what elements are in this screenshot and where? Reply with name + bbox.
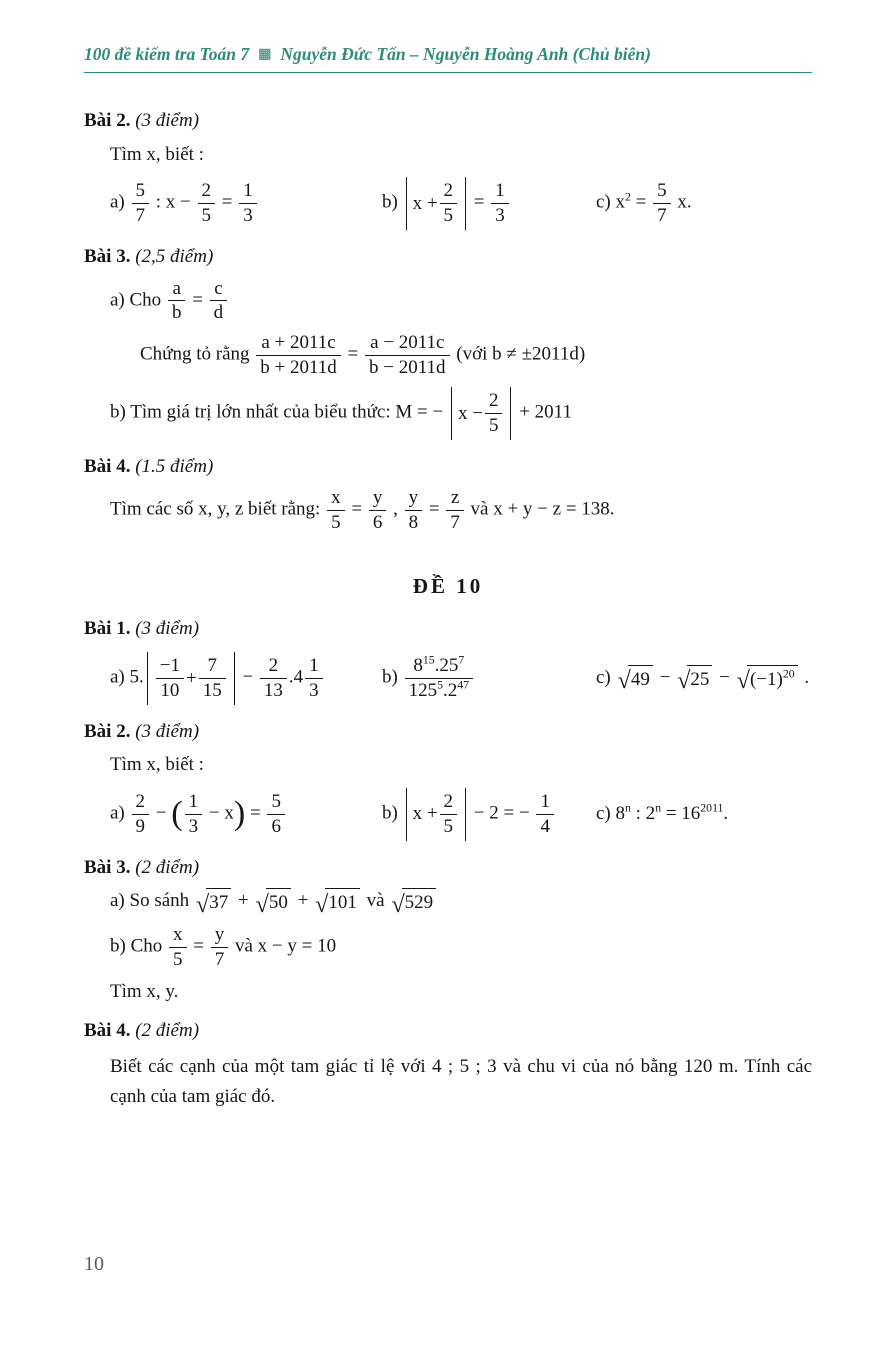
problem-number: Bài 2. <box>84 720 131 742</box>
fraction <box>536 791 554 838</box>
fraction <box>446 487 464 534</box>
fraction-denominator: 7 <box>214 948 225 970</box>
fraction <box>156 655 184 702</box>
fraction-numerator: 7 <box>199 655 226 679</box>
fraction-denominator: 6 <box>372 512 383 534</box>
problem-title <box>84 719 812 745</box>
fraction-denominator: 6 <box>271 815 281 837</box>
fraction-numerator: 2 <box>440 180 458 204</box>
fraction-denominator: b − 2011d <box>369 357 446 379</box>
problem-points: (2 điểm) <box>135 856 200 878</box>
problem-number: Bài 3. <box>84 245 131 267</box>
row-part: a) $\frac{5}{7}$ : x − $\frac{2}{5}$ = $\frac{1}{3}$ <box>110 180 382 227</box>
radical-icon: √ <box>617 667 631 695</box>
fraction-denominator: 13 <box>263 679 283 701</box>
paragraph: Biết các cạnh của một tam giác tỉ lệ với 4 ; 5 ; 3 và chu vi của nó bằng 120 m. Tính các cạnh của tam giác đó. <box>110 1055 812 1108</box>
fraction <box>405 487 423 534</box>
fraction-numerator: 1 <box>239 180 257 204</box>
row-part: c) 8$^n$ : $2^n = 16^{2011}$. <box>596 802 729 825</box>
fraction-numerator: 1 <box>305 655 323 679</box>
content-line: Tìm x, biết : <box>110 143 204 165</box>
absolute-value: x + $\frac{2}{5}$ <box>406 788 466 841</box>
fraction <box>185 791 203 838</box>
fraction-denominator: 3 <box>309 679 319 701</box>
fraction <box>405 655 473 702</box>
problem-points: (3 điểm) <box>135 618 200 640</box>
superscript: 47 <box>457 678 469 692</box>
fraction <box>267 791 285 838</box>
fraction-numerator: a − 2011c <box>365 332 450 356</box>
superscript: 5 <box>437 678 443 692</box>
fraction-denominator: 3 <box>495 205 505 227</box>
open-paren-icon: ( <box>171 795 183 833</box>
fraction-numerator: 1 <box>491 180 509 204</box>
problem-title <box>84 1018 812 1044</box>
fraction-denominator: 4 <box>540 815 550 837</box>
radical-icon: √ <box>255 890 269 918</box>
fraction-numerator: c <box>210 278 228 302</box>
square-root <box>391 888 436 916</box>
fraction <box>132 791 150 838</box>
fraction-denominator: 7 <box>135 205 146 227</box>
radicand: 37 <box>206 888 231 916</box>
fraction <box>210 278 228 325</box>
square-root <box>737 665 798 693</box>
fraction-numerator: a <box>168 278 186 302</box>
problem-points: (3 điểm) <box>135 110 200 131</box>
problem-title <box>84 108 812 134</box>
fraction <box>256 332 341 379</box>
fraction <box>440 180 458 227</box>
fraction-denominator: 5 <box>488 414 499 436</box>
radicand: 101 <box>325 888 360 916</box>
problem-number: Bài 2. <box>84 110 131 131</box>
fraction <box>260 655 287 702</box>
math-row <box>110 788 812 841</box>
content-line: b) Tìm giá trị lớn nhất của biểu thức: M = − x − $\frac{2}{5}$ + 2011 <box>110 387 812 440</box>
fraction <box>369 487 387 534</box>
fraction-numerator: y <box>211 924 229 948</box>
problem-points: (1.5 điểm) <box>135 455 214 477</box>
superscript: 15 <box>422 653 435 667</box>
fraction-denominator: 5 <box>173 948 183 970</box>
fraction-numerator: 1 <box>536 791 554 815</box>
absolute-value: x − $\frac{2}{5}$ <box>451 387 511 440</box>
fraction-denominator: 5 <box>443 815 454 837</box>
square-root <box>196 888 231 916</box>
fraction <box>211 924 229 971</box>
fraction-numerator: 2 <box>198 180 216 204</box>
fraction-numerator: a + 2011c <box>256 332 341 356</box>
row-part: b) $\frac{8^{15}.25^7}{125^5.2^{47}}$ <box>382 655 596 702</box>
radical-icon: √ <box>677 667 691 695</box>
content-line: a) So sánh √ 37 + √ 50 + √ 101 và √ 529 <box>110 888 812 916</box>
fraction-denominator: 3 <box>243 205 253 227</box>
fraction-numerator: 5 <box>132 180 150 204</box>
problem-title <box>84 244 812 270</box>
section-heading: ĐỀ 10 <box>412 574 484 598</box>
radicand: 25 <box>687 665 712 693</box>
page-number: 10 <box>84 1253 104 1275</box>
fraction-denominator: 7 <box>450 512 460 534</box>
row-part: b) x + $\frac{2}{5}$ = $\frac{1}{3}$ <box>382 177 596 230</box>
fraction <box>485 390 503 437</box>
math-row <box>110 177 812 230</box>
row-part: c) $x^2$ = $\frac{5}{7}$ x. <box>596 180 692 227</box>
problem-title <box>84 855 812 881</box>
content-line: Tìm x, y. <box>110 980 179 1002</box>
fraction-numerator: 5 <box>653 180 671 204</box>
fraction <box>198 180 216 227</box>
radical-icon: √ <box>195 890 210 918</box>
book-title: 100 đề kiểm tra Toán 7 <box>84 44 250 64</box>
page-header <box>84 44 812 73</box>
fraction-denominator: d <box>213 302 224 324</box>
parenthesis-group <box>171 791 245 838</box>
row-part: a) $\frac{2}{9}$ − ( $\frac{1}{3}$ − x ) = $\frac{5}{6}$ <box>110 791 382 838</box>
fraction-denominator: b <box>171 302 182 324</box>
superscript: 2011 <box>700 802 724 816</box>
content-line: Chứng tỏ rằng $\frac{a + 2011c}{b + 2011d}$ = $\frac{a - 2011c}{b - 2011d}$ (với b ≠ ±2011d) <box>140 332 586 379</box>
row-part: c) √ 49 − √ 25 − √ $(-1)^{20}$ . <box>596 665 812 693</box>
fraction <box>169 924 187 971</box>
radicand: $(-1)^{20}$ <box>747 665 798 693</box>
fraction-denominator: 5 <box>331 512 341 534</box>
radical-icon: √ <box>315 890 329 918</box>
problem-number: Bài 4. <box>84 455 131 477</box>
fraction <box>653 180 671 227</box>
fraction-denominator: 15 <box>202 679 222 701</box>
content-line: b) Cho $\frac{x}{5}$ = $\frac{y}{7}$ và x − y = 10 <box>110 923 337 970</box>
fraction-denominator: 5 <box>201 205 212 227</box>
fraction-denominator: $125^5.2^{47}$ <box>408 678 469 701</box>
fraction <box>440 791 458 838</box>
fraction-numerator: 2 <box>260 655 287 679</box>
fraction-denominator: 5 <box>443 205 454 227</box>
fraction-numerator: 1 <box>185 791 203 815</box>
radicand: 50 <box>266 888 291 916</box>
fraction <box>132 180 150 227</box>
problem-number: Bài 4. <box>84 1020 131 1042</box>
close-paren-icon: ) <box>233 795 246 833</box>
square-root <box>618 665 653 693</box>
fraction-denominator: 8 <box>408 512 419 534</box>
radicand: 49 <box>628 665 653 693</box>
problem-title <box>84 454 812 480</box>
row-part: a) 5. $\frac{-1}{10}$ + $\frac{7}{15}$ − $\frac{2}{13}$ .4 $\frac{1}{3}$ <box>110 652 382 705</box>
content-line: Tìm các số x, y, z biết rằng: $\frac{x}{5}$ = $\frac{y}{6}$ , $\frac{y}{8}$ = $\frac{z}{7}$ và x + y − z = 138. <box>110 487 615 534</box>
row-part: b) x + $\frac{2}{5}$ − 2 = − $\frac{1}{4}$ <box>382 788 596 841</box>
fraction-numerator: 5 <box>267 791 285 815</box>
fraction-denominator: 3 <box>188 815 199 837</box>
fraction-numerator: 2 <box>440 791 458 815</box>
fraction-numerator: z <box>446 487 464 511</box>
fraction-denominator: 10 <box>160 679 180 701</box>
problem-points: (2 điểm) <box>135 1020 200 1042</box>
superscript: 20 <box>782 667 795 681</box>
problem-title <box>84 616 812 642</box>
superscript: n <box>625 802 631 816</box>
square-root <box>255 888 290 916</box>
radicand: 529 <box>402 888 437 916</box>
superscript: 2 <box>625 190 631 204</box>
content-line: a) Cho $\frac{a}{b}$ = $\frac{c}{d}$ <box>110 278 812 325</box>
problem-number: Bài 1. <box>84 618 131 640</box>
fraction-numerator: x <box>327 487 345 511</box>
fraction <box>239 180 257 227</box>
fraction <box>365 332 450 379</box>
book-icon: ▦ <box>258 46 272 62</box>
square-root <box>315 888 360 916</box>
problem-number: Bài 3. <box>84 856 131 878</box>
fraction <box>199 655 226 702</box>
content-line: Tìm x, biết : <box>110 754 204 776</box>
absolute-value: x + $\frac{2}{5}$ <box>406 177 466 230</box>
fraction-numerator: −1 <box>156 655 184 679</box>
fraction <box>168 278 186 325</box>
fraction <box>305 655 323 702</box>
fraction-denominator: 7 <box>657 205 667 227</box>
fraction-numerator: y <box>405 487 423 511</box>
page-content <box>84 94 812 1121</box>
fraction-numerator: 2 <box>485 390 503 414</box>
fraction-numerator: y <box>369 487 387 511</box>
fraction <box>327 487 345 534</box>
radical-icon: √ <box>736 667 750 695</box>
fraction-numerator: 2 <box>132 791 150 815</box>
absolute-value: $\frac{-1}{10}$ + $\frac{7}{15}$ <box>147 652 235 705</box>
radical-icon: √ <box>391 890 405 918</box>
problem-points: (3 điểm) <box>135 720 200 742</box>
problem-points: (2,5 điểm) <box>135 245 214 267</box>
authors: Nguyễn Đức Tấn – Nguyễn Hoàng Anh (Chủ biên) <box>280 44 651 64</box>
math-row <box>110 652 812 705</box>
fraction-numerator: x <box>169 924 187 948</box>
paren-body: $\frac{1}{3}$ − x <box>183 791 234 838</box>
fraction-numerator: $8^{15}.25^7$ <box>405 655 473 679</box>
fraction <box>491 180 509 227</box>
superscript: n <box>655 802 662 816</box>
fraction-denominator: 9 <box>135 815 146 837</box>
superscript: 7 <box>458 653 465 667</box>
fraction-denominator: b + 2011d <box>260 357 337 379</box>
square-root <box>677 665 712 693</box>
